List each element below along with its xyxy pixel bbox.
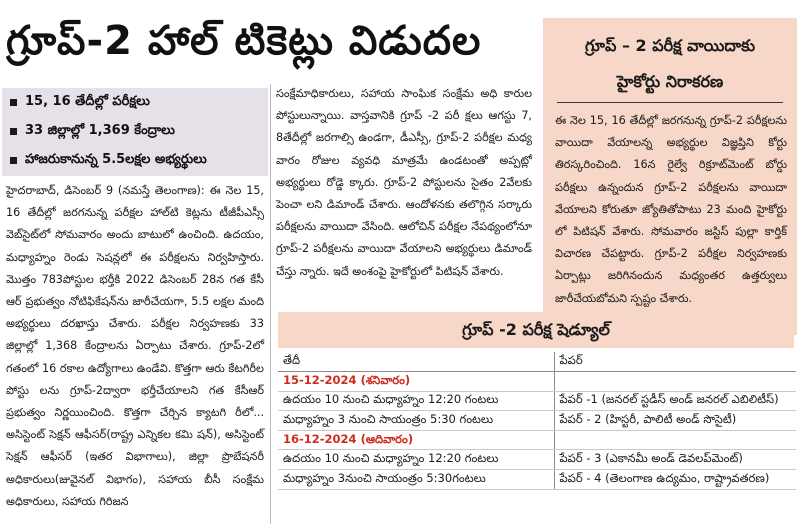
session-paper: పేపర్‌ - 3 (ఎకానమీ అండ్‌ డెవలప్‌మెంట్‌): [554, 450, 796, 470]
article-paragraph: సంక్షేమాధికారులు, సహాయ సాంఘిక సంక్షేమ అధి కారుల పోస్టులున్నాయి. వాస్తవానికి గ్రూప్‌ -2 పరీ క్షలు ఆగస్టు 7, 8తేదీల్లో జరగాల్సి ఉండగా, డీఎస్సీ, గ్రూప్‌-2 పరీక్షల మధ్య వారం రోజుల వ్యవధి మాత్రమే ఉండటంతో అప్పట్లో అభ్యర్థులు రోడ్డె క్కారు. గ్రూప్‌-2 పోస్టులను సైతం 2వేలకు పెంచా లని డిమాండ్‌ చేశారు. ఆందోళనకు తలొగ్గిన సర్కారు పరీక్షలను వాయిదా వేసింది. ఆలోచిన్‌ పరీక్షల నేపథ్యంలోనూ గ్రూప్‌-2 పరీక్షలను వాయిదా వేయాలని అభ్యర్థులు డిమాండ్‌ చేస్తు న్నారు. ఇదే అంశంపై హైకోర్టులో పిటిషన్‌ వేశారు.: [276, 87, 532, 278]
schedule-date: 16-12-2024 (ఆదివారం): [278, 430, 554, 450]
session-time: ఉదయం 10 నుంచి మధ్యాహ్నం 12:20 గంటలు: [278, 450, 554, 470]
schedule-session-row: [278, 450, 796, 470]
schedule-session-row: [278, 391, 796, 411]
square-bullet-icon: [10, 99, 17, 106]
article-column-1: [6, 180, 264, 513]
highlight-item: [2, 146, 268, 175]
session-time: మధ్యాహ్నం 3 నుంచి సాయంత్రం 5:30 గంటలు: [278, 411, 554, 431]
square-bullet-icon: [10, 157, 17, 164]
schedule-date: 15-12-2024 (శనివారం): [278, 372, 554, 392]
article-paragraph: హైదరాబాద్‌, డిసెంబర్‌ 9 (నమస్తే తెలంగాణ): ఈ నెల 15, 16 తేదీల్లో జరగనున్న పరీక్షల హాల్‌టి కెట్లను టీజీపీఎస్సీ వెబ్‌సైట్‌లో సోమవారం అందు బాటులో ఉంచింది. ఉదయం, మధ్యాహ్నం రెండు సెషన్లలో ఈ పరీక్షలను నిర్వహిస్తారు. మొత్తం 783పోస్టుల భర్తీకి 2022 డిసెంబర్‌ 28న గత కేసీ ఆర్‌ ప్రభుత్వం నోటిఫికేషన్‌ను జారీచేయగా, 5.5 లక్షల మంది అభ్యర్థులు దరఖాస్తు చేశారు. పరీక్షల నిర్వహణకు 33 జిల్లాల్లో 1,368 కేంద్రాలను ఏర్పాటు చేశారు. గ్రూప్‌-2లో గతంలో 16 రకాల ఉద్యోగాలు ఉండేవి. కొత్తగా ఆరు కేటగిరీల పోస్టు లను గ్రూప్‌-2ద్వారా భర్తీచేయాలని గత కేసీఆర్‌ ప్రభుత్వం నిర్ణయించింది. కొత్తగా చేర్చిన క్యాటగి రీలో... అసిస్టెంట్‌ సెక్షన్‌ ఆఫీసర్‌(రాష్ట్ర ఎన్నికల కమి షన్‌), అసిస్టెంట్‌ సెక్షన్‌ ఆఫీసర్‌ (ఇతర విభాగాలు), జిల్లా ప్రొబేషనరీ అధికారులు(జువైనల్‌ విభాగం), సహాయ బీసీ సంక్షేమ అధికారులు, సహాయ గిరిజన: [6, 184, 264, 508]
column-divider: [270, 84, 271, 524]
square-bullet-icon: [10, 128, 17, 135]
schedule-date-spacer: [554, 430, 796, 450]
headline: గ్రూప్‌-2 హాల్‌ టికెట్లు విడుదల: [6, 18, 482, 64]
sidebar-title-line2: హైకోర్టు నిరాకరణ: [616, 72, 724, 91]
schedule-header-row: [278, 352, 796, 372]
schedule-date-row: [278, 430, 796, 450]
highlights-box: [2, 88, 268, 176]
header-date: తేదీ: [278, 352, 554, 372]
sidebar-body: ఈ నెల 15, 16 తేదీల్లో జరగనున్న గ్రూప్‌-2 పరీక్షలను వాయిదా వేయాలన్న అభ్యర్థుల విజ్ఞప్తిని కోర్టు తిరస్కరించింది. 16న రైల్వే రిక్రూట్‌మెంట్‌ బోర్డు పరీక్షలు ఉన్నందున గ్రూప్‌-2 పరీక్షలను వాయిదా వేయాలని కోరుతూ జ్యోతితోపాటు 23 మంది హైకోర్టు లో పిటిషన్‌ వేశారు. సోమవారం జస్టిస్‌ పుల్లా కార్తిక్‌ విచారణ చేపట్టారు. గ్రూప్‌-2 పరీక్షల నిర్వహణకు ఏర్పాట్లు జరిగినందున మధ్యంతర ఉత్తర్వులు జారీచేయబోమని స్పష్టం చేశారు.: [555, 114, 787, 305]
session-paper: పేపర్‌ - 2 (హిస్టరీ, పాలిటీ అండ్‌ సొసైటీ): [554, 411, 796, 431]
highlight-item: [2, 88, 268, 117]
schedule-title: గ్రూప్‌ -2 పరీక్ష షెడ్యూల్‌: [278, 312, 794, 348]
highlight-text: 33 జిల్లాల్లో 1,369 కేంద్రాలు: [25, 122, 175, 138]
header-paper: పేపర్‌: [554, 352, 796, 372]
schedule-date-spacer: [554, 372, 796, 392]
schedule-table: [278, 352, 796, 490]
article-column-2: [276, 83, 532, 283]
session-paper: పేపర్‌ - 4 (తెలంగాణ ఉద్యమం, రాష్ట్రావతరణ): [554, 470, 796, 490]
session-time: మధ్యాహ్నం 3నుంచి సాయంత్రం 5:30గంటలు: [278, 470, 554, 490]
schedule-section: [278, 312, 800, 530]
schedule-session-row: [278, 411, 796, 431]
session-paper: పేపర్‌ -1 (జనరల్‌ స్టడీస్‌ అండ్‌ జనరల్‌ ఎబిలిటీస్‌): [554, 391, 796, 411]
sidebar-rule: [557, 102, 783, 103]
highlight-item: [2, 117, 268, 146]
schedule-date-row: [278, 372, 796, 392]
highlight-text: 15, 16 తేదీల్లో పరీక్షలు: [25, 93, 150, 109]
sidebar-title-line1: గ్రూప్‌ – 2 పరీక్ష వాయిదాకు: [584, 36, 755, 55]
sidebar-box: [543, 18, 797, 335]
session-time: ఉదయం 10 నుంచి మధ్యాహ్నం 12:20 గంటలు: [278, 391, 554, 411]
schedule-session-row: [278, 470, 796, 490]
highlight-text: హాజరుకానున్న 5.5లక్షల అభ్యర్థులు: [25, 151, 207, 167]
